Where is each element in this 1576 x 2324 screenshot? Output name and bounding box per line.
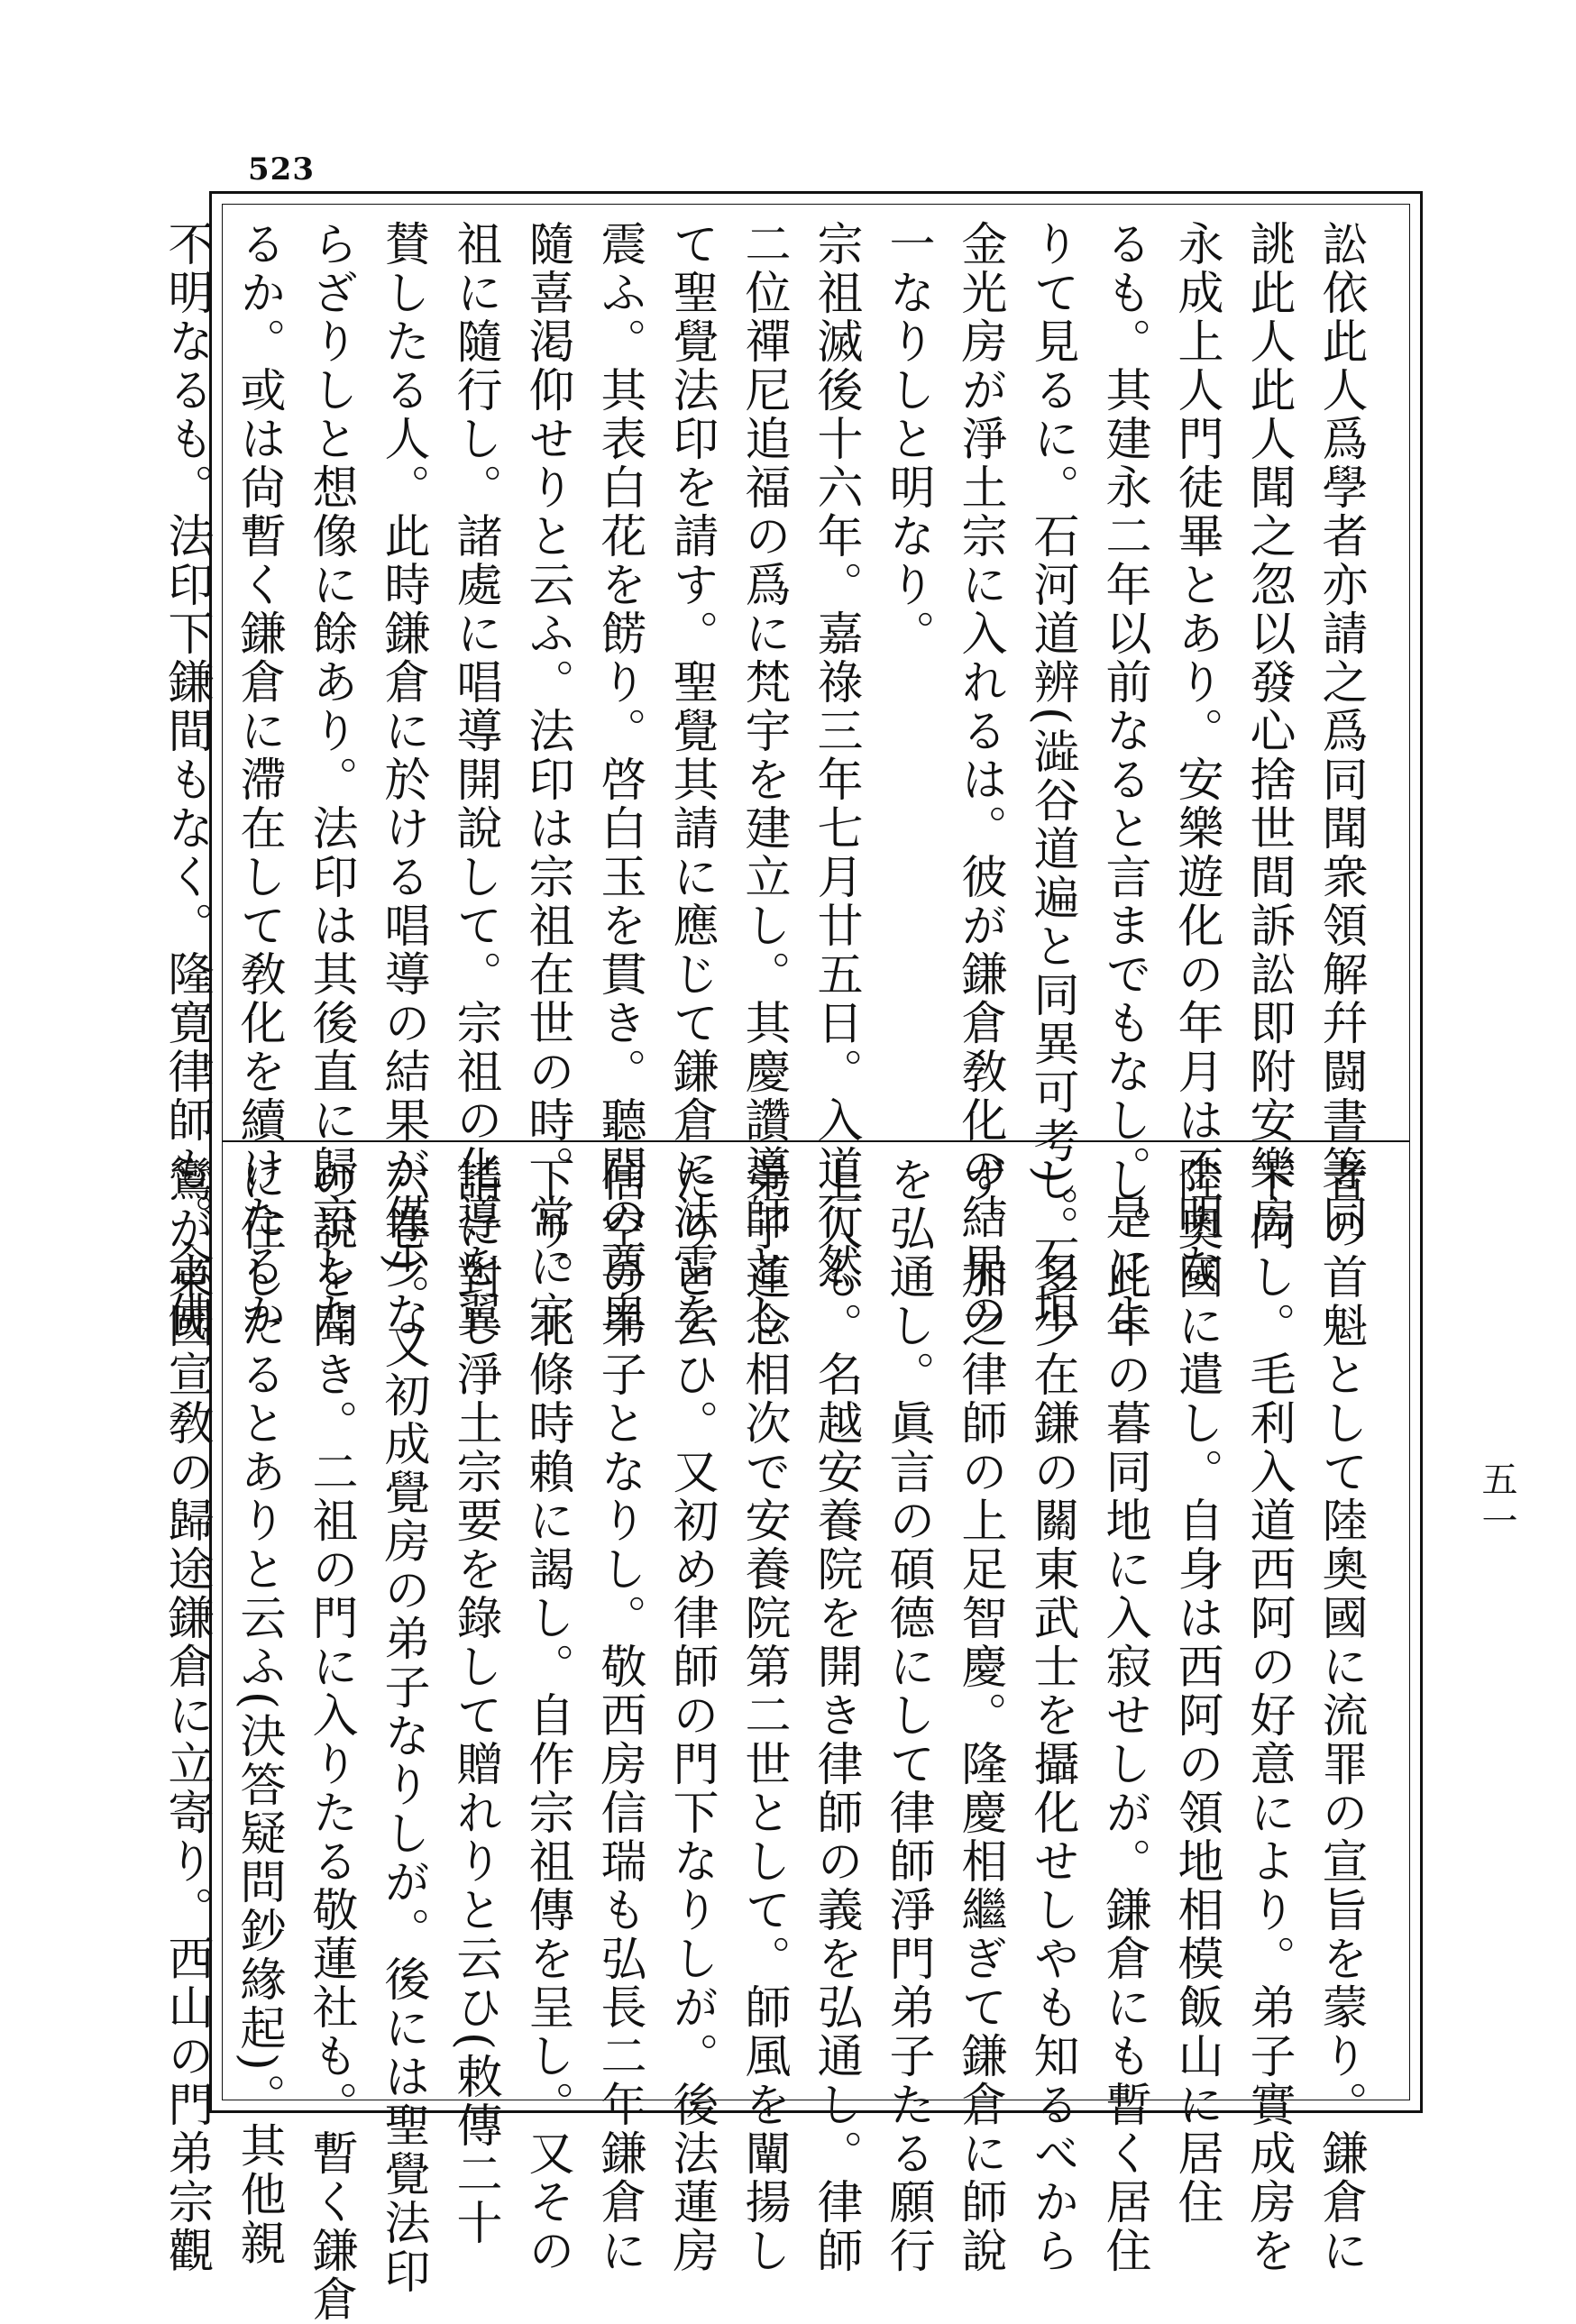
text-line: 隨喜渇仰せりと云ふ。法印は宗祖在世の時。常に宗 [520, 220, 573, 1340]
text-line: 震ふ。其表白花を餝り。啓白玉を貫き。聽聞の尊卑 [592, 220, 646, 1340]
text-line: て聖覺法印を請す。聖覺其請に應じて鎌倉に法雷を [664, 220, 718, 1340]
text-line: 下向し。毛利入道西阿の好意により。弟子實成房を [1242, 1156, 1295, 2275]
text-line: の說を聞き。二祖の門に入りたる敬蓮社も。暫く鎌倉 [304, 1156, 357, 2324]
text-line: し。多少在鎌の關東武士を攝化せしやも知るべから [1025, 1156, 1078, 2275]
text-line: 永成上人門徒畢とあり。安樂遊化の年月は不明な [1169, 220, 1223, 1291]
text-line: し。此年の暮同地に入寂せしが。鎌倉にも暫く居住 [1097, 1156, 1150, 2275]
text-line: 陸奧國に遣し。自身は西阿の領地相模飯山に居住 [1169, 1156, 1223, 2227]
text-line: 信空の弟子となりし。敬西房信瑞も弘長二年鎌倉に [592, 1156, 646, 2275]
text-line: 六卷)。又初成覺房の弟子なりしが。後には聖覺法印 [376, 1156, 429, 2296]
text-line: 訟依此人爲學者亦請之爲同聞衆領解幷闘書等同 [1314, 220, 1367, 1242]
text-line: 鸞が東國宣敎の歸途鎌倉に立寄り。西山の門弟宗觀 [160, 1156, 213, 2275]
text-line: に住したるとありと云ふ(決答疑問鈔緣起)。其他親 [232, 1156, 285, 2268]
text-line: 宗祖滅後十六年。嘉祿三年七月廿五日。入道行然 [809, 220, 862, 1291]
text-line: りて見るに。石河道辨(澁谷道遍と同異可考)。石垣 [1025, 220, 1078, 1332]
text-line: 上人も。名越安養院を開き律師の義を弘通し。律師 [809, 1156, 862, 2275]
text-line: 二位禪尼追福の爲に梵宇を建立し。其慶讚導師とし [737, 220, 790, 1340]
lower-text-block [160, 1156, 1376, 2324]
text-line: 下り。北條時賴に謁し。自作宗祖傳を呈し。又その [520, 1156, 573, 2275]
text-line: 祖に隨行し。諸處に唱導開說して。宗祖の化導を翼 [448, 220, 501, 1340]
text-line: 賛したる人。此時鎌倉に於ける唱導の結果が僅少な [376, 220, 429, 1340]
folio-number: 五一 [1476, 1460, 1517, 1543]
text-line: るか。或は尙暫く鎌倉に滯在して敎化を續けたるか [232, 220, 285, 1340]
text-line: 金光房が淨土宗に入れるは。彼が鎌倉敎化の結果の [953, 220, 1006, 1340]
text-line: 一なりしと明なり。 [881, 220, 934, 658]
text-line: たりと云ひ。又初め律師の門下なりしが。後法蓮房 [664, 1156, 718, 2275]
text-line: らざりしと想像に餘あり。法印は其後直に歸京した [304, 220, 357, 1340]
text-line: 誂此人此人聞之忽以發心捨世間訴訟即附安樂房 [1242, 220, 1295, 1242]
text-line: ず。加之律師の上足智慶。隆慶相繼ぎて鎌倉に師說 [953, 1156, 1006, 2275]
text-line: 不明なるも。法印下鎌間もなく。隆寛律師も。念佛 [160, 220, 213, 1340]
text-line: 請に對し淨土宗要を錄して贈れりと云ひ(敕傳二十 [448, 1156, 501, 2247]
text-line: 弟子蓮念相次で安養院第二世として。師風を闡揚し [737, 1156, 790, 2275]
upper-text-block [160, 220, 1376, 1340]
text-line: るも。其建永二年以前なると言までもなし。是によ [1097, 220, 1150, 1340]
text-line: 者の首魁として陸奧國に流罪の宣旨を蒙り。鎌倉に [1314, 1156, 1367, 2275]
page-number: 523 [248, 151, 315, 188]
text-line: を弘通し。眞言の碩德にして律師淨門弟子たる願行 [881, 1156, 934, 2275]
